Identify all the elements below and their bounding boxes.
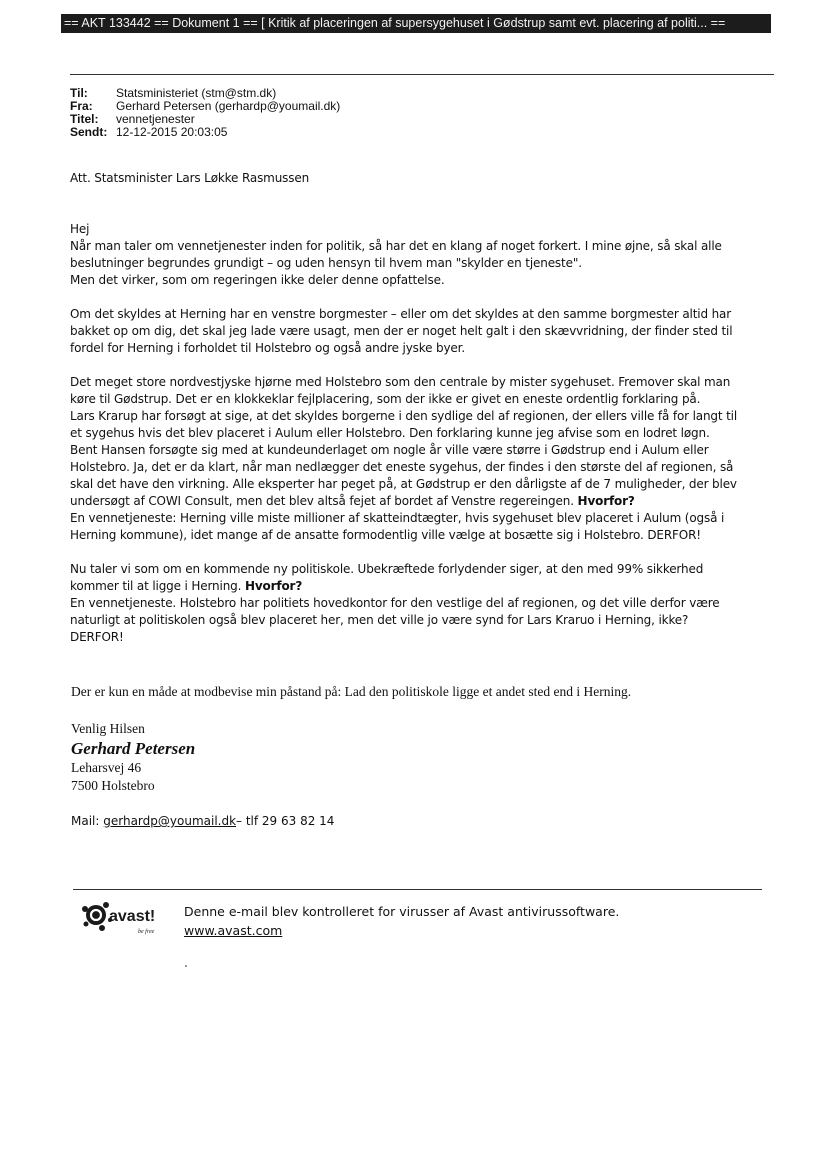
scan-speck [185,965,187,967]
signature: Gerhard Petersen [71,739,196,758]
email-link[interactable]: gerhardp@youmail.dk [103,814,237,828]
header-value: 12-12-2015 20:03:05 [116,125,228,139]
document-banner: == AKT 133442 == Dokument 1 == [ Kritik af placeringen af supersygehuset i Gødstrup samt evt. placering af politi... == [61,14,771,33]
header-label: Sendt: [70,125,108,139]
header-label: Til: [70,86,88,100]
avast-logo-text: avast! [109,908,156,925]
paragraph-line: Det meget store nordvestjyske hjørne med Holstebro som den centrale by mister sygehuset. Fremover skal man [70,375,731,389]
paragraph-line: Holstebro. Ja, det er da klart, når man nedlægger det eneste sygehus, der findes i den største del af regionen, så [70,460,734,474]
avast-tagline: be free [138,929,155,935]
header-value: vennetjenester [116,112,195,126]
paragraph-line: Lars Krarup har forsøgt at sige, at det skyldes borgerne i den sydlige del af regionen, der ellers ville få for langt til [70,409,738,423]
header-value: Statsministeriet (stm@stm.dk) [116,86,277,100]
paragraph-line: beslutninger begrundes grundigt – og uden hensyn til hvem man "skylder en tjeneste". [70,256,582,270]
paragraph-line: En vennetjeneste. Holstebro har politiets hovedkontor for den vestlige del af regionen, og det ville derfor være [70,596,720,610]
paragraph-line: Når man taler om vennetjenester inden for politik, så har det en klang af noget forkert. I mine øjne, så skal alle [70,239,722,253]
attention-line: Att. Statsminister Lars Løkke Rasmussen [70,171,310,185]
contact-line [71,813,334,830]
header-label: Fra: [70,99,93,113]
regards: Venlig Hilsen [71,721,145,736]
bottom-divider [73,889,762,890]
paragraph-line: bakket op om dig, det skal jeg lade være usagt, men der er noget helt galt i den skævvridning, der finder sted til [70,324,733,338]
paragraph-line [70,578,770,595]
paragraph-line: skal det have den virkning. Alle eksperter har peget på, at Gødstrup er den dårligste af de 7 muligheder, der blev [70,477,737,491]
paragraph-line: DERFOR! [70,630,124,644]
avast-logo [80,900,175,940]
line-text: undersøgt af COWI Consult, men det blev altså fejet af bordet af Venstre regereingen. [70,494,574,508]
emphasis-question: Hvorfor? [577,494,635,508]
paragraph-line: Herning kommune), idet mange af de ansatte formodentlig ville vælge at bosætte sig i Holstebro. DERFOR! [70,528,701,542]
paragraph-line: Nu taler vi som om en kommende ny politiskole. Ubekræftede forlydender siger, at den med 99% sikkerhed [70,562,704,576]
emphasis-question: Hvorfor? [244,579,303,593]
mail-label: Mail: [71,814,100,828]
email-body [70,170,770,646]
paragraph-line: Men det virker, som om regeringen ikke deler denne opfattelse. [70,273,445,287]
paragraph-line: En vennetjeneste: Herning ville miste millioner af skatteindtægter, hvis sygehuset blev placeret i Aulum (også i [70,511,725,525]
closing-block [71,683,631,795]
paragraph-line: et sygehus hvis det blev placeret i Aulum eller Holstebro. Den forklaring kunne jeg afvise som en lodret løgn. [70,426,710,440]
top-divider [70,74,774,75]
final-statement: Der er kun en måde at modbevise min påstand på: Lad den politiskole ligge et andet sted end i Herning. [71,684,632,699]
paragraph-line [70,493,770,510]
address-city: 7500 Holstebro [71,778,155,793]
line-text: kommer til at ligge i Herning. [70,579,242,593]
avast-notice [184,902,619,940]
header-value: Gerhard Petersen (gerhardp@youmail.dk) [116,99,341,113]
email-headers [70,87,340,139]
greeting: Hej [70,222,90,236]
paragraph-line: naturligt at politiskolen også blev placeret her, men det ville jo være synd for Lars Kraruo i Herning, ikke? [70,613,689,627]
avast-message: Denne e-mail blev kontrolleret for virusser af Avast antivirussoftware. [184,904,620,919]
avast-splat-icon [82,902,112,931]
paragraph-line: køre til Gødstrup. Det er en klokkeklar fejlplacering, som der ikke er givet en eneste ordentlig forklaring på. [70,392,701,406]
header-sent [70,126,340,139]
header-from [70,100,340,113]
avast-link[interactable]: www.avast.com [184,923,283,938]
paragraph-line: Bent Hansen forsøgte sig med at kundeunderlaget om nogle år ville være større i Gødstrup end i Aulum eller [70,443,709,457]
header-label: Titel: [70,112,99,126]
paragraph-line: fordel for Herning i forholdet til Holstebro og også andre jyske byer. [70,341,466,355]
phone-number: – tlf 29 63 82 14 [236,814,335,828]
paragraph-line: Om det skyldes at Herning har en venstre borgmester – eller om det skyldes at den samme borgmester altid har [70,307,732,321]
address-street: Leharsvej 46 [71,760,142,775]
